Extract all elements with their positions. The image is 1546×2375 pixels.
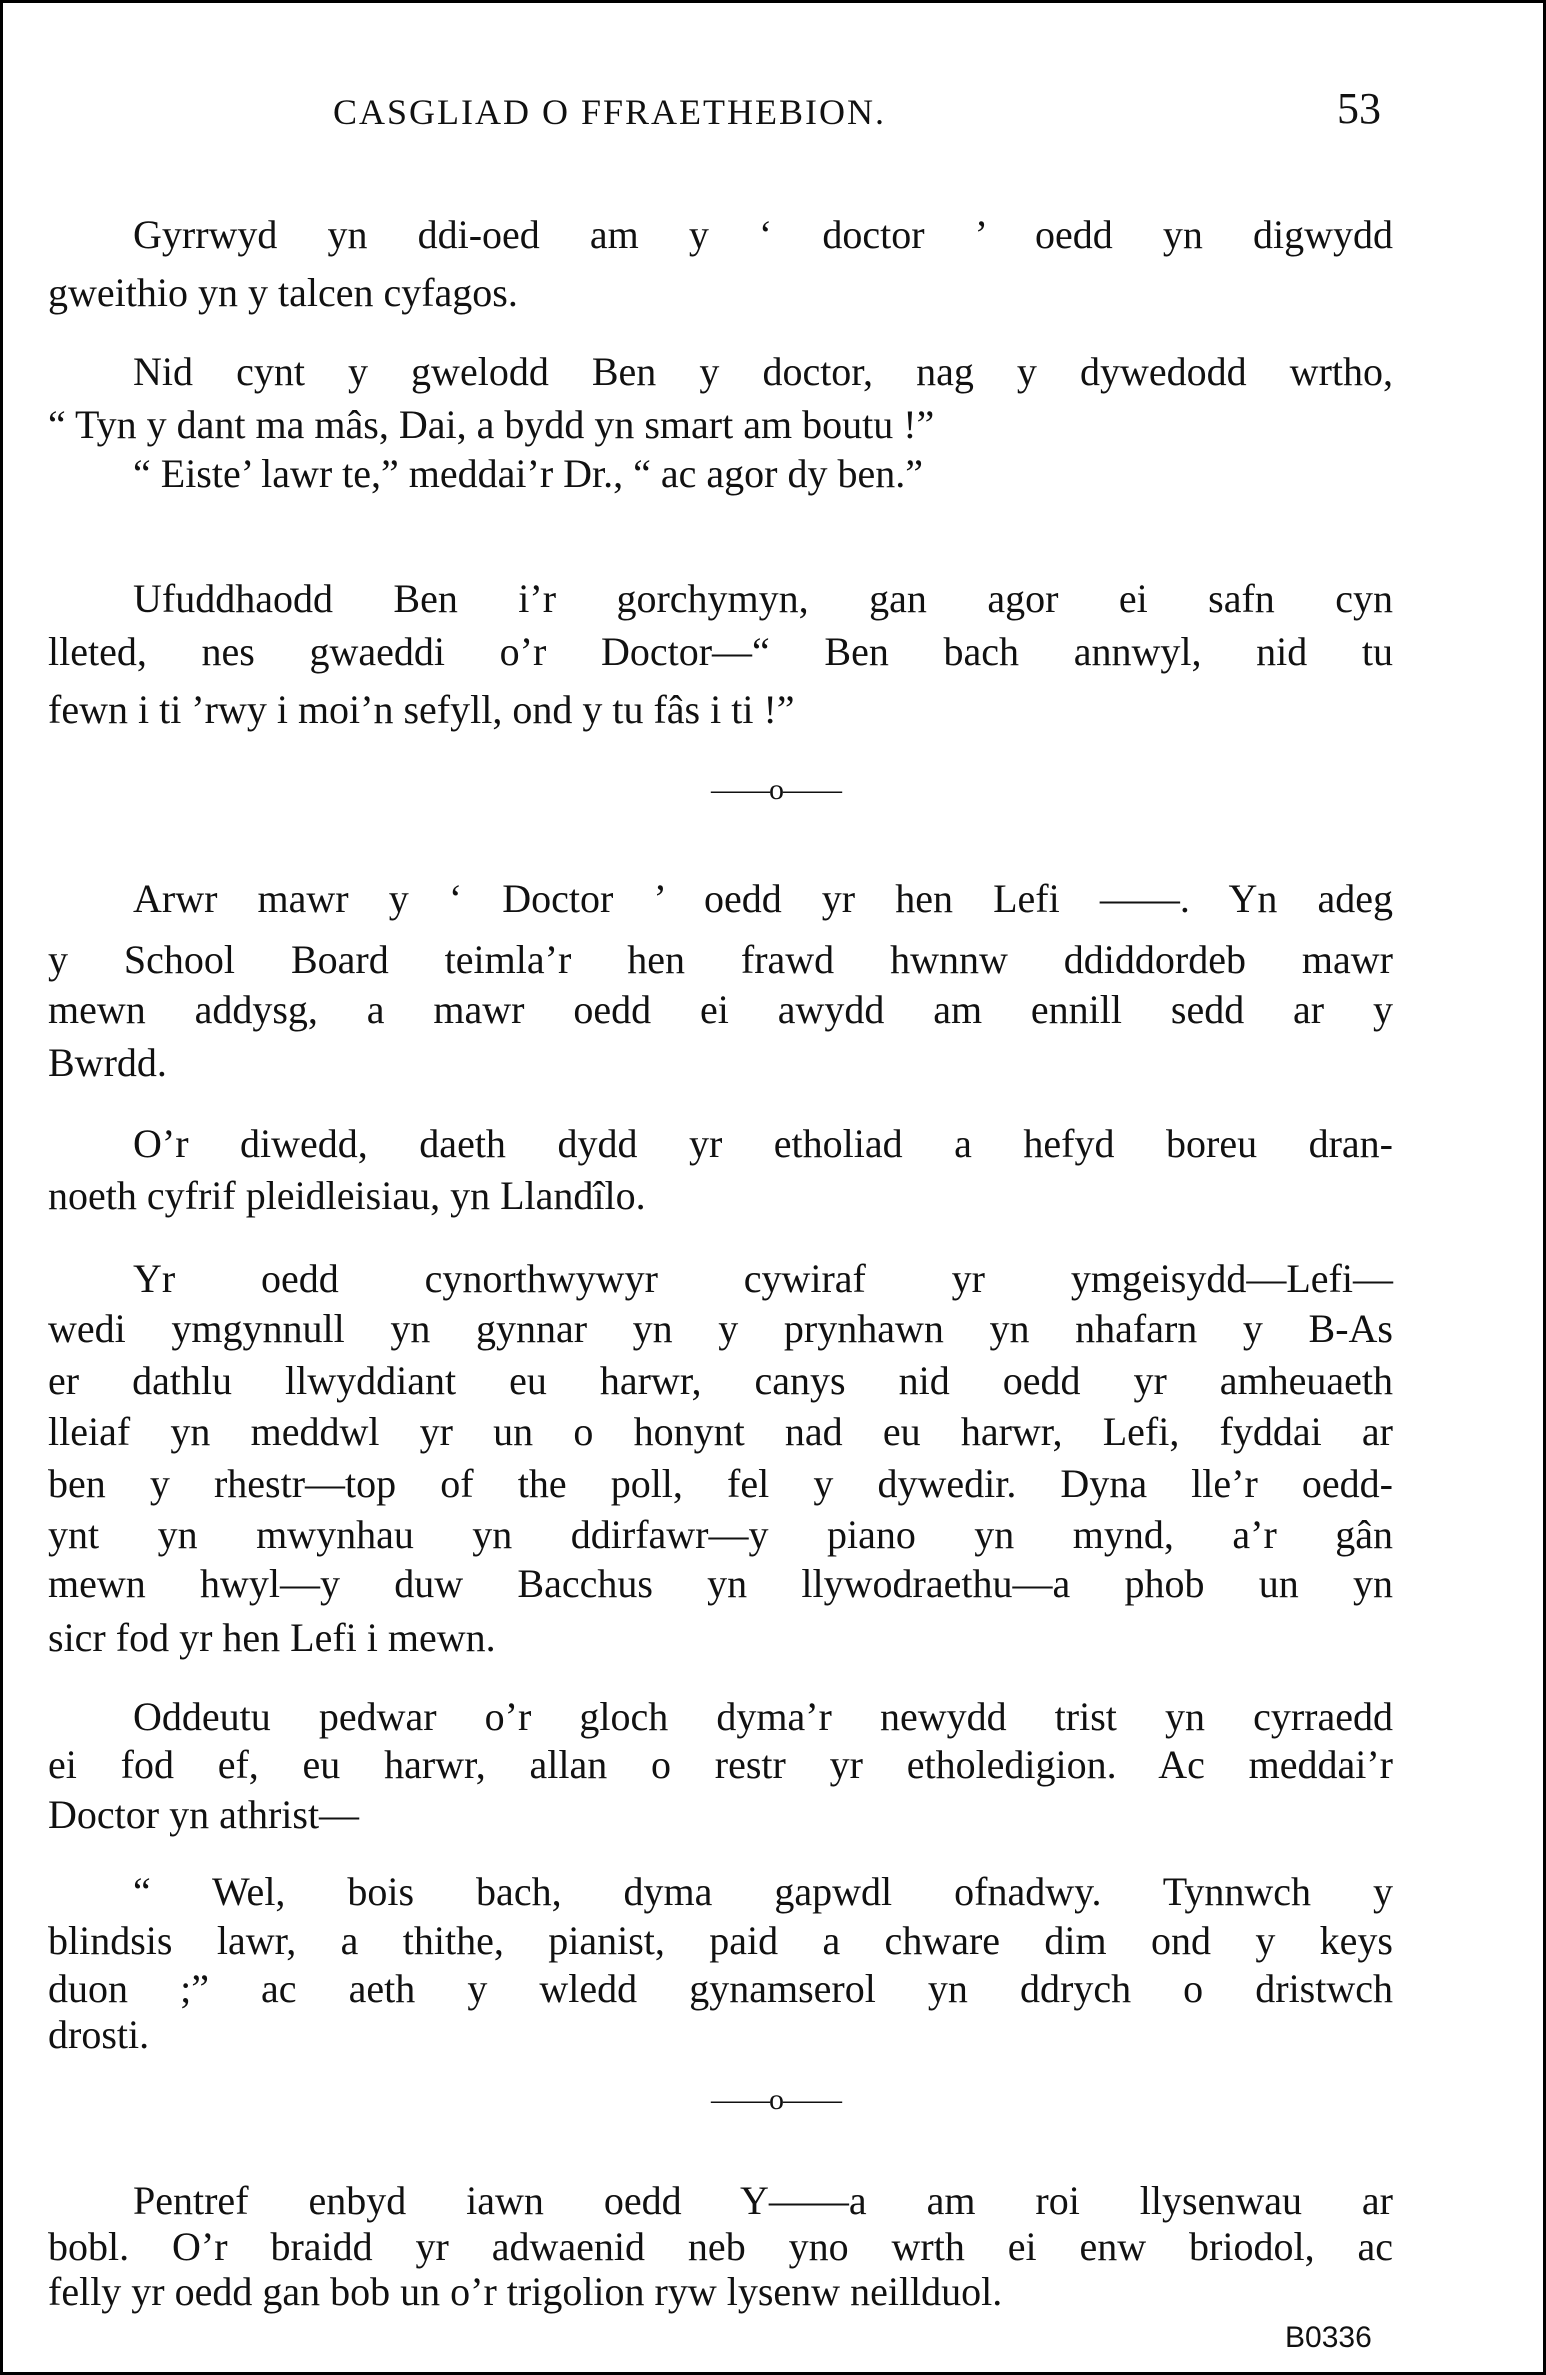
paragraph-line: blindsis lawr, a thithe, pianist, paid a chware dim ond y keys: [48, 1918, 1393, 1963]
running-title: CASGLIAD O FFRAETHEBION.: [333, 92, 887, 132]
paragraph-line: ynt yn mwynhau yn ddirfawr—y piano yn mynd, a’r gân: [48, 1512, 1393, 1557]
paragraph-line: wedi ymgynnull yn gynnar yn y prynhawn yn nhafarn y B-As: [48, 1306, 1393, 1351]
page-number: 53: [1337, 84, 1381, 133]
paragraph-line: mewn addysg, a mawr oedd ei awydd am ennill sedd ar y: [48, 987, 1393, 1032]
paragraph-line: lleted, nes gwaeddi o’r Doctor—“ Ben bach annwyl, nid tu: [48, 629, 1393, 674]
paragraph-first-line: Pentref enbyd iawn oedd Y——a am roi llysenwau ar: [133, 2178, 1393, 2223]
paragraph-line: bobl. O’r braidd yr adwaenid neb yno wrth ei enw briodol, ac: [48, 2224, 1393, 2269]
paragraph-line: “ Tyn y dant ma mâs, Dai, a bydd yn smart am boutu !”: [48, 402, 935, 447]
paragraph-first-line: “ Wel, bois bach, dyma gapwdl ofnadwy. Tynnwch y: [133, 1869, 1393, 1914]
paragraph-first-line: Yr oedd cynorthwywyr cywiraf yr ymgeisydd—Lefi—: [133, 1256, 1393, 1301]
paragraph-line: ben y rhestr—top of the poll, fel y dywedir. Dyna lle’r oedd-: [48, 1461, 1393, 1506]
paragraph-line: fewn i ti ’rwy i moi’n sefyll, ond y tu fâs i ti !”: [48, 687, 795, 732]
paragraph-line: drosti.: [48, 2012, 150, 2057]
section-separator: ——o——: [711, 773, 841, 806]
paragraph-first-line: Nid cynt y gwelodd Ben y doctor, nag y dywedodd wrtho,: [133, 349, 1393, 394]
paragraph-first-line: O’r diwedd, daeth dydd yr etholiad a hefyd boreu dran-: [133, 1121, 1393, 1166]
paragraph-line: felly yr oedd gan bob un o’r trigolion ryw lysenw neillduol.: [48, 2269, 1003, 2314]
paragraph-line: Bwrdd.: [48, 1040, 167, 1085]
paragraph-line: noeth cyfrif pleidleisiau, yn Llandîlo.: [48, 1173, 646, 1218]
paragraph-first-line: Ufuddhaodd Ben i’r gorchymyn, gan agor ei safn cyn: [133, 576, 1393, 621]
paragraph-line: y School Board teimla’r hen frawd hwnnw ddiddordeb mawr: [48, 937, 1393, 982]
paragraph-line: gweithio yn y talcen cyfagos.: [48, 270, 518, 315]
paragraph-line: mewn hwyl—y duw Bacchus yn llywodraethu—a phob un yn: [48, 1561, 1393, 1606]
paragraph-line: lleiaf yn meddwl yr un o honynt nad eu harwr, Lefi, fyddai ar: [48, 1409, 1393, 1454]
paragraph-first-line: Arwr mawr y ‘ Doctor ’ oedd yr hen Lefi ——. Yn adeg: [133, 876, 1393, 921]
paragraph-line: sicr fod yr hen Lefi i mewn.: [48, 1615, 496, 1660]
paragraph-line: Doctor yn athrist—: [48, 1792, 360, 1837]
archive-code: B0336: [1285, 2321, 1372, 2354]
paragraph-first-line: Oddeutu pedwar o’r gloch dyma’r newydd trist yn cyrraedd: [133, 1694, 1393, 1739]
section-separator: ——o——: [711, 2083, 841, 2116]
paragraph-line: duon ;” ac aeth y wledd gynamserol yn ddrych o dristwch: [48, 1966, 1393, 2011]
paragraph-first-line: “ Eiste’ lawr te,” meddai’r Dr., “ ac agor dy ben.”: [133, 451, 923, 496]
paragraph-line: ei fod ef, eu harwr, allan o restr yr etholedigion. Ac meddai’r: [48, 1742, 1393, 1787]
paragraph-first-line: Gyrrwyd yn ddi-oed am y ‘ doctor ’ oedd yn digwydd: [133, 212, 1393, 257]
paragraph-line: er dathlu llwyddiant eu harwr, canys nid oedd yr amheuaeth: [48, 1358, 1393, 1403]
